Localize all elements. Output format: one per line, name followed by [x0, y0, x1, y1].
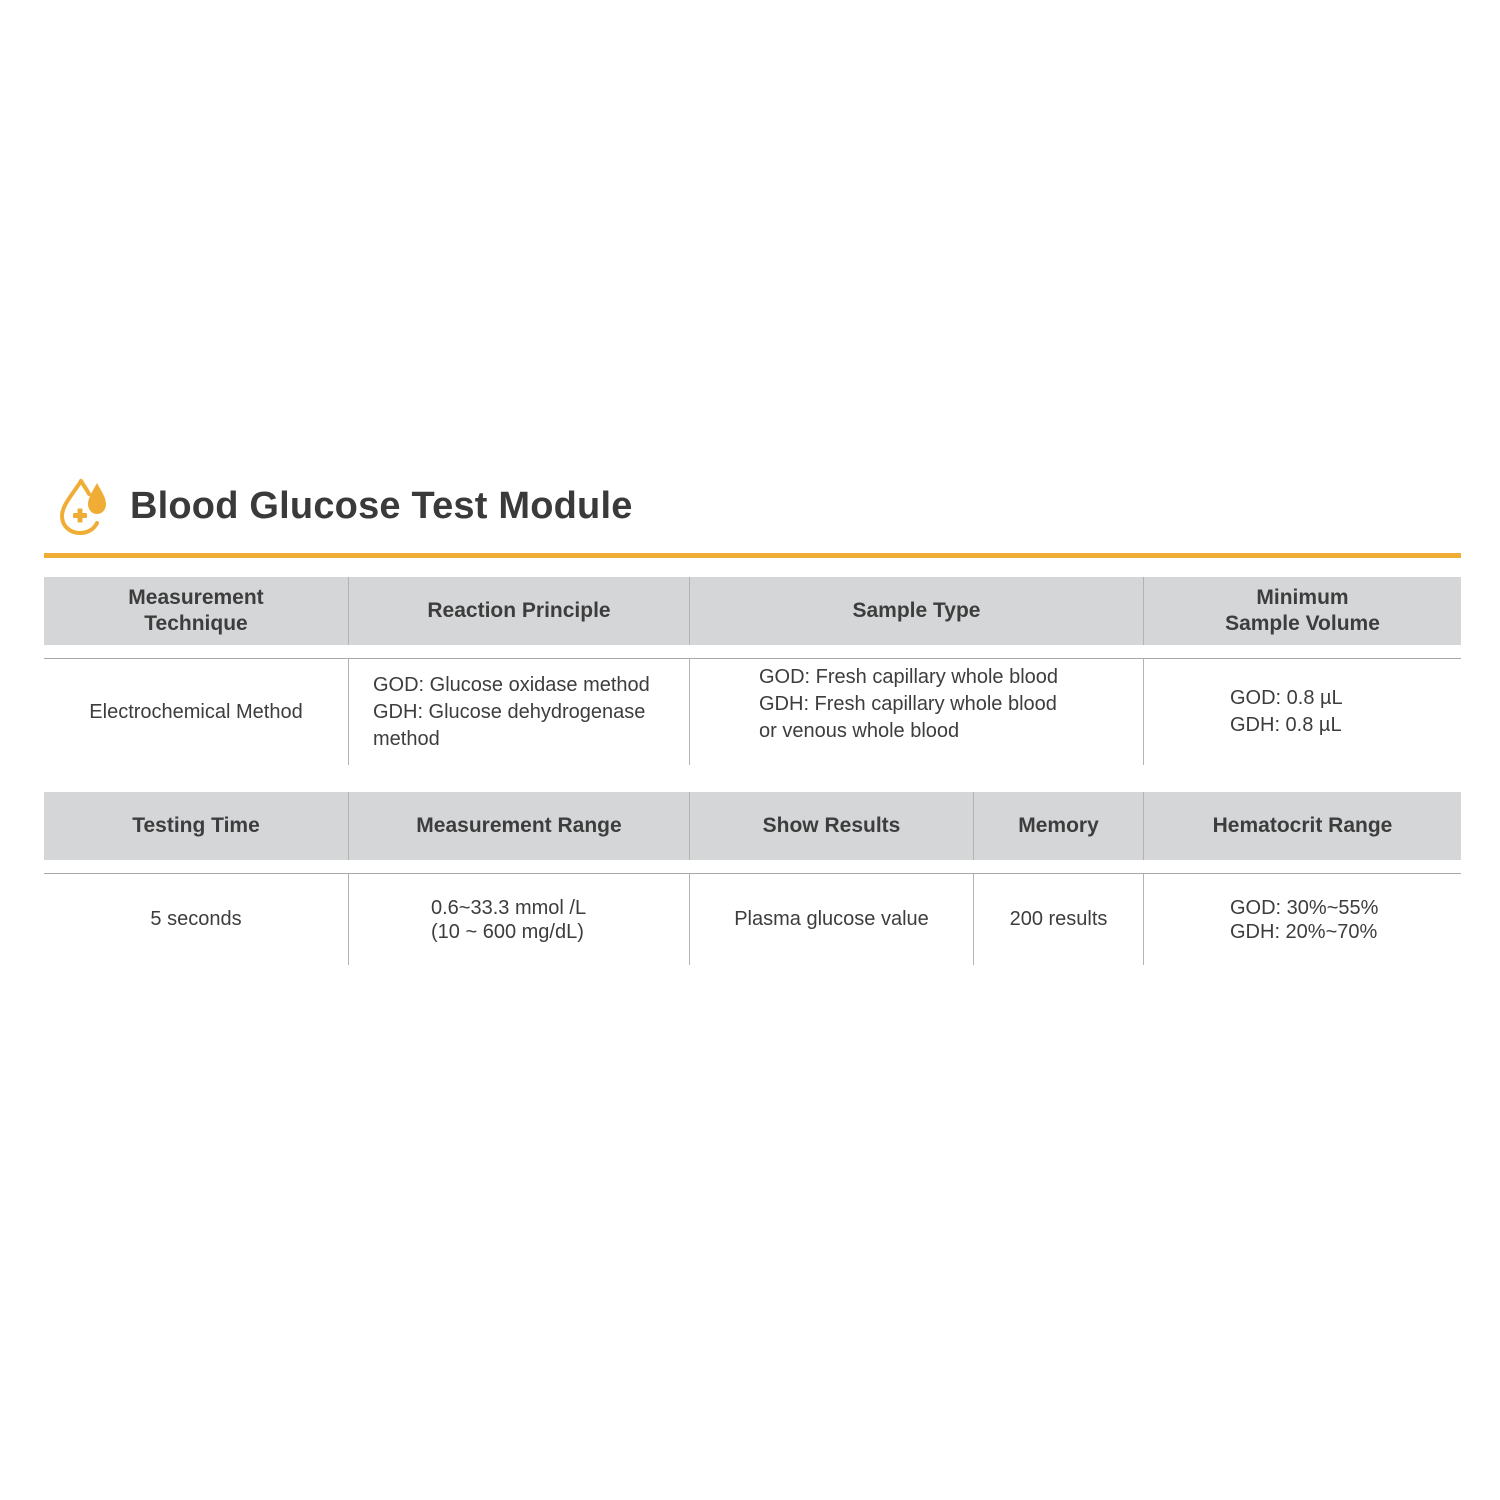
header-hematocrit-range: Hematocrit Range: [1212, 814, 1393, 837]
cell-testing-time: 5 seconds: [44, 874, 349, 965]
cell-minimum-sample-volume: GOD: 0.8 µL GDH: 0.8 µL: [1230, 687, 1343, 736]
cell-measurement-technique: Electrochemical Method: [44, 659, 349, 765]
table-header-row: [44, 792, 1461, 860]
header-show-results: Show Results: [690, 792, 974, 860]
table-header-row: [44, 577, 1461, 645]
header-testing-time: Testing Time: [44, 792, 349, 860]
header-measurement-technique: Measurement Technique: [44, 577, 349, 645]
cell-show-results: Plasma glucose value: [690, 874, 974, 965]
table-row: [44, 873, 1461, 965]
accent-divider: [44, 553, 1461, 558]
spec-table-2: [44, 792, 1461, 965]
page-title: Blood Glucose Test Module: [130, 484, 633, 527]
table-row: [44, 658, 1461, 765]
header-measurement-range: Measurement Range: [349, 792, 690, 860]
header-sample-type: Sample Type: [690, 577, 1144, 645]
cell-memory: 200 results: [974, 874, 1144, 965]
blood-drop-plus-icon: [56, 475, 114, 537]
header-minimum-sample-volume: Minimum Sample Volume: [1225, 586, 1380, 635]
spec-table-1: [44, 577, 1461, 765]
cell-sample-type: GOD: Fresh capillary whole blood GDH: Fresh capillary whole blood or venous whole blood: [690, 659, 1144, 765]
header-memory: Memory: [974, 792, 1144, 860]
header-reaction-principle: Reaction Principle: [349, 577, 690, 645]
cell-hematocrit-range: GOD: 30%~55% GDH: 20%~70%: [1230, 896, 1379, 943]
cell-measurement-range: 0.6~33.3 mmol /L (10 ~ 600 mg/dL): [349, 874, 690, 965]
module-header: [56, 474, 633, 538]
cell-reaction-principle: GOD: Glucose oxidase method GDH: Glucose dehydrogenase method: [349, 659, 690, 765]
